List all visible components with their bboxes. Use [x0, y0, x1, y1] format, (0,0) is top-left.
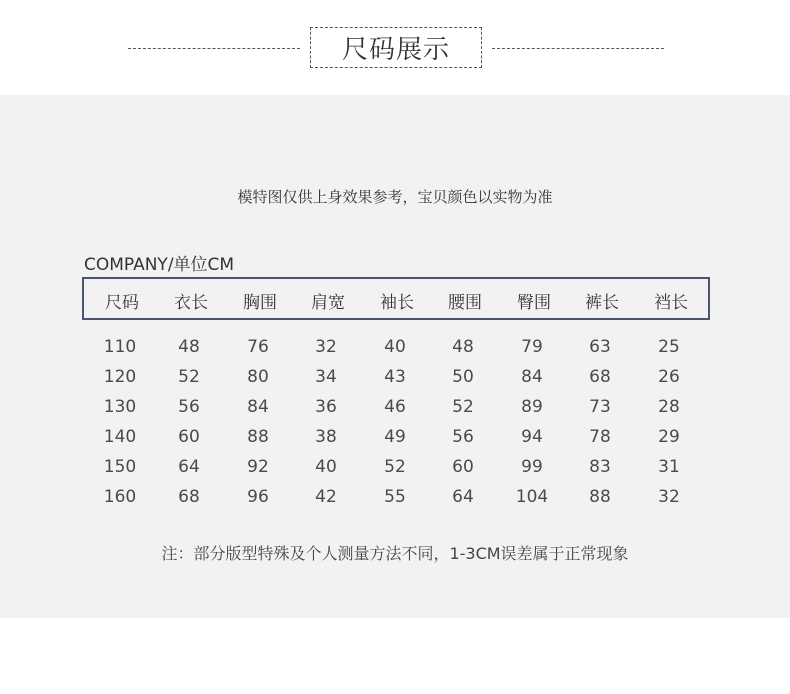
table-cell: 56: [178, 397, 200, 417]
table-cell: 63: [589, 337, 611, 357]
table-cell: 84: [521, 367, 543, 387]
table-cell: 43: [384, 367, 406, 387]
table-cell: 150: [103, 457, 137, 477]
table-cell: 96: [247, 487, 269, 507]
table-cell: 60: [178, 427, 200, 447]
section-header: [0, 0, 790, 95]
table-cell: 64: [178, 457, 200, 477]
table-cell: 40: [315, 457, 337, 477]
table-cell: 88: [247, 427, 269, 447]
table-cell: 94: [521, 427, 543, 447]
table-cell: 50: [452, 367, 474, 387]
measurement-note: 注：部分版型特殊及个人测量方法不同，1-3CM误差属于正常现象: [161, 544, 629, 563]
table-cell: 52: [452, 397, 474, 417]
table-cell: 48: [452, 337, 474, 357]
table-cell: 99: [521, 457, 543, 477]
table-cell: 25: [658, 337, 680, 357]
table-cell: 56: [452, 427, 474, 447]
table-row: [0, 367, 790, 391]
table-cell: 92: [247, 457, 269, 477]
table-cell: 28: [658, 397, 680, 417]
table-cell: 79: [521, 337, 543, 357]
table-row: [0, 397, 790, 421]
size-table-panel: [0, 95, 790, 618]
header-divider-left: [128, 48, 300, 49]
column-header-crotch: 裆长: [654, 293, 688, 313]
table-cell: 31: [658, 457, 680, 477]
column-header-chest: 胸围: [243, 293, 277, 313]
table-cell: 46: [384, 397, 406, 417]
table-cell: 76: [247, 337, 269, 357]
table-row: [0, 337, 790, 361]
table-cell: 42: [315, 487, 337, 507]
table-cell: 89: [521, 397, 543, 417]
table-cell: 120: [103, 367, 137, 387]
table-cell: 73: [589, 397, 611, 417]
table-cell: 29: [658, 427, 680, 447]
table-cell: 130: [103, 397, 137, 417]
unit-label: COMPANY/单位CM: [84, 255, 235, 275]
table-cell: 110: [103, 337, 137, 357]
table-cell: 52: [384, 457, 406, 477]
table-row: [0, 457, 790, 481]
table-cell: 80: [247, 367, 269, 387]
column-header-length: 衣长: [174, 293, 208, 313]
column-header-sleeve: 袖长: [380, 293, 414, 313]
table-cell: 48: [178, 337, 200, 357]
table-cell: 160: [103, 487, 137, 507]
table-row: [0, 487, 790, 511]
table-cell: 140: [103, 427, 137, 447]
column-header-shoulder: 肩宽: [311, 293, 345, 313]
table-cell: 36: [315, 397, 337, 417]
table-row: [0, 427, 790, 451]
table-cell: 60: [452, 457, 474, 477]
column-header-pants-length: 裤长: [585, 293, 619, 313]
table-cell: 68: [589, 367, 611, 387]
table-cell: 26: [658, 367, 680, 387]
table-cell: 32: [658, 487, 680, 507]
column-header-waist: 腰围: [448, 293, 482, 313]
table-cell: 104: [515, 487, 549, 507]
table-cell: 84: [247, 397, 269, 417]
table-cell: 88: [589, 487, 611, 507]
table-cell: 64: [452, 487, 474, 507]
table-cell: 38: [315, 427, 337, 447]
column-header-size: 尺码: [105, 293, 139, 313]
table-cell: 52: [178, 367, 200, 387]
section-title: 尺码展示: [310, 27, 482, 68]
table-header: [82, 277, 710, 320]
table-cell: 55: [384, 487, 406, 507]
table-cell: 32: [315, 337, 337, 357]
table-cell: 40: [384, 337, 406, 357]
table-cell: 78: [589, 427, 611, 447]
table-cell: 34: [315, 367, 337, 387]
table-cell: 49: [384, 427, 406, 447]
table-cell: 83: [589, 457, 611, 477]
column-header-hip: 臀围: [517, 293, 551, 313]
header-divider-right: [492, 48, 664, 49]
table-cell: 68: [178, 487, 200, 507]
model-photo-note: 模特图仅供上身效果参考，宝贝颜色以实物为准: [237, 188, 553, 206]
